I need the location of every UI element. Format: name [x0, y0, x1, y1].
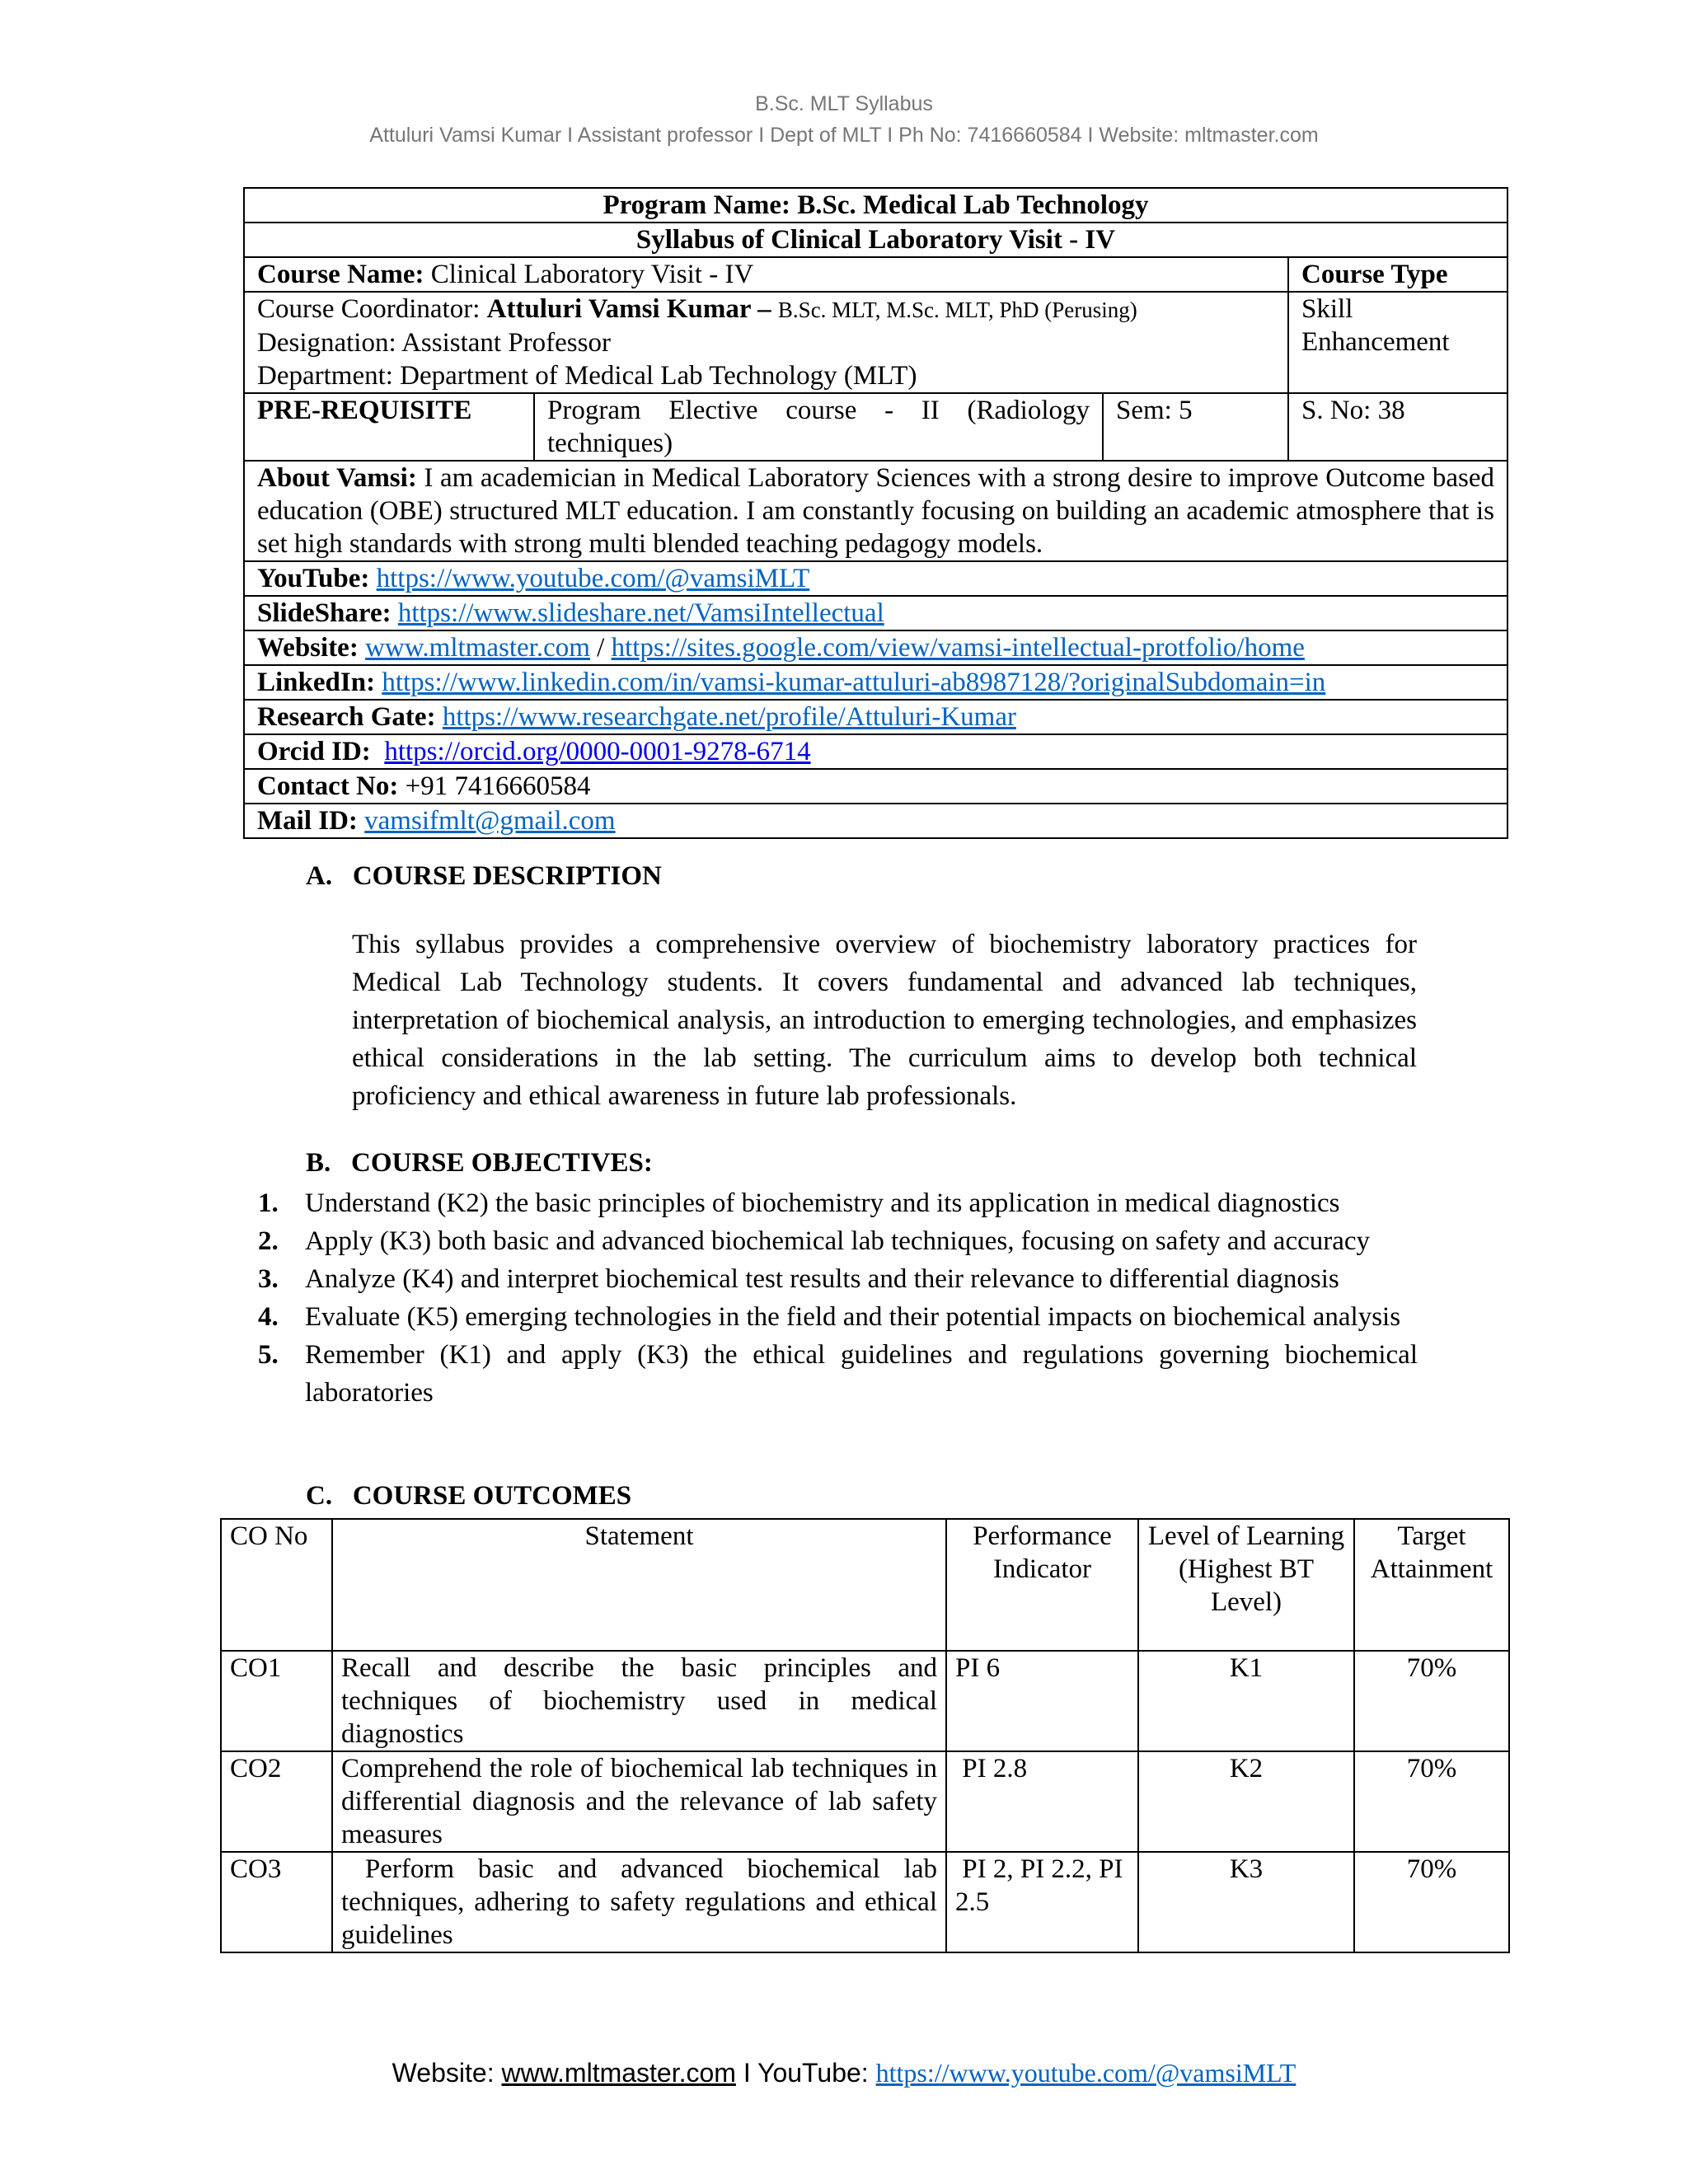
- objective-number: 1.: [258, 1188, 279, 1218]
- co-number: CO3: [221, 1852, 332, 1952]
- footer-website-link[interactable]: www.mltmaster.com: [501, 2058, 736, 2088]
- objective-item: [247, 1184, 1418, 1222]
- linkedin-row: [244, 665, 1507, 700]
- prerequisite-label: PRE-REQUISITE: [244, 393, 534, 461]
- about-cell: [244, 461, 1507, 561]
- footer-website-label: Website:: [392, 2058, 502, 2088]
- website-label: Website:: [257, 633, 359, 663]
- program-name-row: [244, 188, 1507, 223]
- course-outcomes-heading: C. COURSE OUTCOMES: [306, 1481, 632, 1511]
- header-performance-indicator: Performance Indicator: [946, 1519, 1138, 1651]
- co-performance-indicator: PI 2.8: [946, 1751, 1138, 1852]
- co-number: CO1: [221, 1651, 332, 1751]
- outcome-row: [221, 1651, 1509, 1751]
- designation: Designation: Assistant Professor: [257, 328, 611, 358]
- objective-item: [247, 1298, 1418, 1336]
- co-statement: Recall and describe the basic principles and techniques of biochemistry used in medical diagnostics: [332, 1651, 946, 1751]
- course-outcomes-table: [220, 1518, 1510, 1953]
- course-name-value: Clinical Laboratory Visit - IV: [424, 260, 754, 289]
- co-level: K3: [1138, 1852, 1354, 1952]
- outcome-row: [221, 1751, 1509, 1852]
- objective-item: [247, 1222, 1418, 1260]
- header-subtitle: Attuluri Vamsi Kumar I Assistant professor I Dept of MLT I Ph No: 7416660584 I Website: mltmaster.com: [369, 124, 1319, 147]
- slideshare-label: SlideShare:: [257, 598, 392, 628]
- contact-value: +91 7416660584: [398, 771, 591, 801]
- program-name: Program Name: B.Sc. Medical Lab Technology: [244, 188, 1507, 223]
- objective-number: 2.: [258, 1226, 279, 1256]
- co-level: K2: [1138, 1751, 1354, 1852]
- co-statement: Perform basic and advanced biochemical lab techniques, adhering to safety regulations and ethical guidelines: [332, 1852, 946, 1952]
- co-performance-indicator: PI 2, PI 2.2, PI 2.5: [946, 1852, 1138, 1952]
- coordinator-label: Course Coordinator:: [257, 294, 487, 324]
- coordinator-quals: B.Sc. MLT, M.Sc. MLT, PhD (Perusing): [777, 298, 1137, 322]
- co-target: 70%: [1354, 1651, 1509, 1751]
- objective-item: [247, 1336, 1418, 1412]
- coordinator-row: [244, 292, 1507, 393]
- researchgate-link[interactable]: https://www.researchgate.net/profile/Attuluri-Kumar: [442, 702, 1016, 732]
- coordinator-name: Attuluri Vamsi Kumar –: [486, 294, 778, 324]
- co-performance-indicator: PI 6: [946, 1651, 1138, 1751]
- program-info-table: [243, 187, 1508, 839]
- youtube-link[interactable]: https://www.youtube.com/@vamsiMLT: [376, 564, 810, 593]
- portfolio-link[interactable]: https://sites.google.com/view/vamsi-intellectual-protfolio/home: [611, 633, 1305, 663]
- syllabus-title: Syllabus of Clinical Laboratory Visit - IV: [244, 223, 1507, 257]
- footer-youtube-link[interactable]: https://www.youtube.com/@vamsiMLT: [875, 2058, 1296, 2088]
- course-type-label: Course Type: [1288, 257, 1507, 292]
- objective-text: Evaluate (K5) emerging technologies in the field and their potential impacts on biochemical analysis: [305, 1302, 1401, 1332]
- youtube-label: YouTube:: [257, 564, 370, 593]
- course-name-label: Course Name:: [257, 260, 424, 289]
- department: Department: Department of Medical Lab Technology (MLT): [257, 361, 917, 391]
- objective-text: Analyze (K4) and interpret biochemical test results and their relevance to differential diagnosis: [305, 1264, 1339, 1294]
- contact-row: [244, 769, 1507, 804]
- researchgate-label: Research Gate:: [257, 702, 436, 732]
- mail-link[interactable]: vamsifmlt@gmail.com: [364, 806, 616, 836]
- website-row: [244, 630, 1507, 665]
- header-level-of-learning: Level of Learning (Highest BT Level): [1138, 1519, 1354, 1651]
- orcid-label: Orcid ID:: [257, 737, 371, 766]
- course-description-heading: A. COURSE DESCRIPTION: [306, 861, 662, 891]
- objectives-list: [247, 1184, 1418, 1412]
- researchgate-row: [244, 700, 1507, 734]
- prerequisite-value: Program Elective course - II (Radiology techniques): [534, 393, 1103, 461]
- outcome-row: [221, 1852, 1509, 1952]
- course-description-text: This syllabus provides a comprehensive overview of biochemistry laboratory practices for Medical Lab Technology students. It covers fundamental and advanced lab techniques, interpretation of biochemical analysis, an introduction to emerging technologies, and emphasizes ethical considerations in the lab setting. The curriculum aims to develop both technical proficiency and ethical awareness in future lab professionals.: [352, 930, 1417, 1111]
- objective-number: 5.: [258, 1340, 279, 1370]
- page-footer: [0, 2058, 1688, 2088]
- co-target: 70%: [1354, 1751, 1509, 1852]
- prerequisite-row: [244, 393, 1507, 461]
- co-statement: Comprehend the role of biochemical lab techniques in differential diagnosis and the relevance of lab safety measures: [332, 1751, 946, 1852]
- course-objectives-heading: B. COURSE OBJECTIVES:: [306, 1148, 653, 1178]
- objective-text: Apply (K3) both basic and advanced biochemical lab techniques, focusing on safety and accuracy: [305, 1226, 1371, 1256]
- objective-item: [247, 1260, 1418, 1298]
- mail-row: [244, 804, 1507, 838]
- co-level: K1: [1138, 1651, 1354, 1751]
- outcomes-header-row: [221, 1519, 1509, 1651]
- co-number: CO2: [221, 1751, 332, 1852]
- footer-youtube-label: I YouTube:: [735, 2058, 876, 2088]
- header-title: B.Sc. MLT Syllabus: [755, 92, 933, 115]
- syllabus-title-row: [244, 223, 1507, 257]
- coordinator-line: [257, 293, 1275, 326]
- coordinator-cell: [244, 292, 1288, 393]
- contact-label: Contact No:: [257, 771, 399, 801]
- website-separator: /: [589, 633, 612, 663]
- header-target-attainment: Target Attainment: [1354, 1519, 1509, 1651]
- objective-text: Remember (K1) and apply (K3) the ethical guidelines and regulations governing biochemical laboratories: [305, 1340, 1418, 1408]
- slideshare-row: [244, 596, 1507, 630]
- serial-number: S. No: 38: [1288, 393, 1507, 461]
- orcid-row: [244, 734, 1507, 769]
- course-name-row: [244, 257, 1507, 292]
- about-text: I am academician in Medical Laboratory Sciences with a strong desire to improve Outcome based education (OBE) structured MLT education. I am constantly focusing on building an academic atmosphere that is set high standards with strong multi blended teaching pedagogy models.: [257, 463, 1494, 559]
- linkedin-label: LinkedIn:: [257, 668, 376, 697]
- linkedin-link[interactable]: https://www.linkedin.com/in/vamsi-kumar-attuluri-ab8987128/?originalSubdomain=in: [382, 668, 1326, 697]
- objective-number: 3.: [258, 1264, 279, 1294]
- slideshare-link[interactable]: https://www.slideshare.net/VamsiIntellectual: [397, 598, 884, 628]
- header-co-no: CO No: [221, 1519, 332, 1651]
- header-statement: Statement: [332, 1519, 946, 1651]
- website-link[interactable]: www.mltmaster.com: [365, 633, 590, 663]
- youtube-row: [244, 561, 1507, 596]
- course-name-cell: [244, 257, 1288, 292]
- orcid-link[interactable]: https://orcid.org/0000-0001-9278-6714: [384, 737, 811, 766]
- semester: Sem: 5: [1103, 393, 1288, 461]
- mail-label: Mail ID:: [257, 806, 358, 836]
- objective-text: Understand (K2) the basic principles of biochemistry and its application in medical diagnostics: [305, 1188, 1340, 1218]
- about-label: About Vamsi:: [257, 463, 417, 493]
- about-row: [244, 461, 1507, 561]
- objective-number: 4.: [258, 1302, 279, 1332]
- co-target: 70%: [1354, 1852, 1509, 1952]
- course-type-value: Skill Enhancement: [1288, 292, 1507, 393]
